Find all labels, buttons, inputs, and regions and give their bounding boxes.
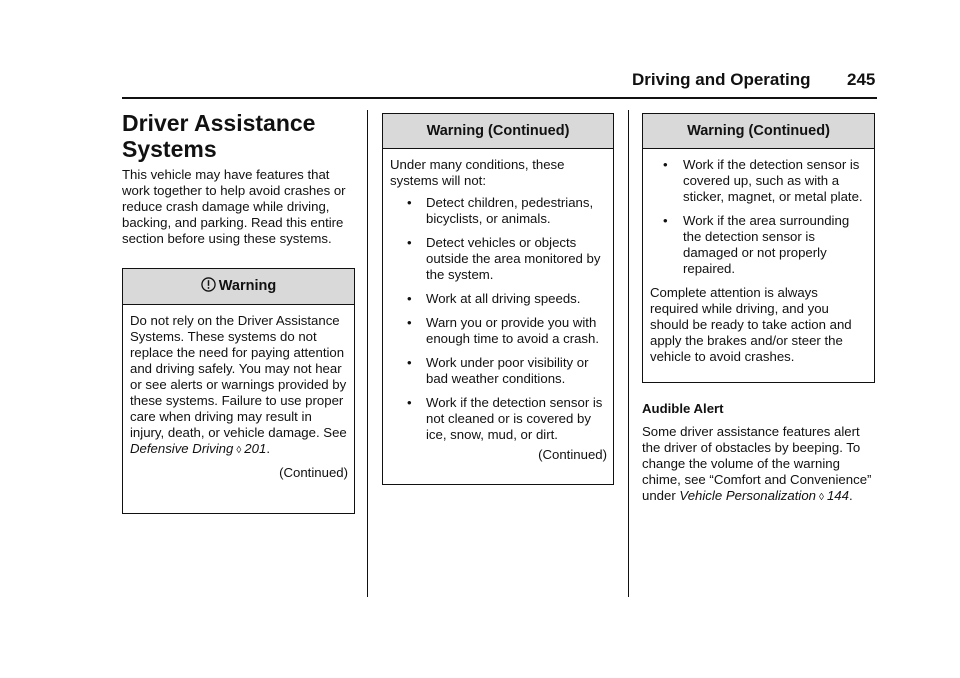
warning-box-continued-header: Warning (Continued) bbox=[383, 114, 613, 149]
list-item-text: Work if the detection sensor is not cleaned or is covered by ice, snow, mud, or dirt. bbox=[426, 395, 603, 442]
list-item bbox=[390, 291, 607, 307]
list-item bbox=[390, 395, 607, 443]
warning-box-header bbox=[123, 269, 354, 305]
bullet-icon: • bbox=[407, 235, 412, 250]
xref-defensive-driving[interactable]: Defensive Driving bbox=[130, 441, 234, 456]
audible-alert-heading: Audible Alert bbox=[642, 401, 724, 416]
xref-page-144[interactable]: 144 bbox=[826, 488, 849, 503]
continued-label: (Continued) bbox=[538, 447, 607, 462]
list-item bbox=[390, 355, 607, 387]
list-item bbox=[390, 195, 607, 227]
list-item bbox=[390, 315, 607, 347]
bullet-icon: • bbox=[407, 315, 412, 330]
warning-box-body: Do not rely on the Driver Assistance Systems. These systems do not replace the need for paying attention and driving safely. You may not hear or see alerts or warnings provided by these systems. Failure to use proper care when driving may result in injury, death, or vehicle damage. See Defensive Driving ◊ 201. (Continued) bbox=[130, 313, 348, 480]
audible-alert-text: Some driver assistance features alert the driver of obstacles by beeping. To change the volume of the warning chime, see “Comfort and Convenience” under bbox=[642, 424, 872, 503]
list-item-text: Detect children, pedestrians, bicyclists, or animals. bbox=[426, 195, 594, 226]
warning-box-continued-2-header: Warning (Continued) bbox=[643, 114, 874, 149]
bullet-icon: • bbox=[407, 395, 412, 410]
bullet-icon: • bbox=[407, 195, 412, 210]
xref-page-201[interactable]: 201 bbox=[244, 441, 267, 456]
audible-alert-paragraph: Some driver assistance features alert the driver of obstacles by beeping. To change the volume of the warning chime, see “Comfort and Convenience” under Vehicle Personalization ◊ 144. bbox=[642, 424, 872, 503]
warning-box-continued-2-body bbox=[643, 149, 874, 371]
list-item-text: Work if the detection sensor is covered up, such as with a sticker, magnet, or metal plate. bbox=[683, 157, 863, 204]
list-item bbox=[390, 235, 607, 283]
warning-box-text: Do not rely on the Driver Assistance Systems. These systems do not replace the need for paying attention and driving safely. You may not hear or see alerts or warnings provided by these systems. Failure to use proper care when driving may result in injury, death, or vehicle damage. See bbox=[130, 313, 347, 440]
warning-closing-text: Complete attention is always required while driving, and you should be ready to take action and apply the brakes and/or steer the vehicle to avoid crashes. bbox=[650, 285, 852, 364]
bullet-icon: • bbox=[663, 157, 668, 172]
warning-box-continued bbox=[382, 113, 614, 485]
warning-box bbox=[122, 268, 355, 514]
warning-icon bbox=[201, 277, 216, 292]
column-divider-left bbox=[367, 110, 368, 597]
list-item-text: Warn you or provide you with enough time to avoid a crash. bbox=[426, 315, 600, 346]
limitations-list-continued bbox=[650, 157, 868, 277]
page-ref-arrow-icon: ◊ bbox=[819, 492, 824, 503]
page-number: 245 bbox=[847, 70, 876, 89]
warning-box-continued-body bbox=[383, 149, 613, 469]
bullet-icon: • bbox=[663, 213, 668, 228]
limitations-list bbox=[390, 195, 607, 443]
bullet-icon: • bbox=[407, 291, 412, 306]
intro-paragraph: This vehicle may have features that work together to help avoid crashes or reduce crash damage while driving, backing, and parking. Read this entire section before using these systems. bbox=[122, 167, 346, 246]
list-item bbox=[650, 213, 868, 277]
column-divider-right bbox=[628, 110, 629, 597]
list-item bbox=[650, 157, 868, 205]
section-title: Driver Assistance Systems bbox=[122, 110, 316, 162]
page-ref-arrow-icon: ◊ bbox=[236, 445, 242, 456]
list-item-text: Work under poor visibility or bad weather conditions. bbox=[426, 355, 589, 386]
warning-box-title: Warning bbox=[218, 278, 277, 294]
warning-lead-text: Under many conditions, these systems will not: bbox=[390, 157, 565, 188]
xref-vehicle-personalization[interactable]: Vehicle Personalization bbox=[679, 488, 817, 503]
warning-box-continued-2 bbox=[642, 113, 875, 383]
bullet-icon: • bbox=[407, 355, 412, 370]
list-item-text: Work at all driving speeds. bbox=[426, 291, 581, 306]
list-item-text: Work if the area surrounding the detection sensor is damaged or not properly repaired. bbox=[683, 213, 850, 276]
running-header-title: Driving and Operating bbox=[632, 70, 811, 89]
header-rule bbox=[122, 97, 877, 99]
list-item-text: Detect vehicles or objects outside the area monitored by the system. bbox=[426, 235, 601, 282]
continued-label: (Continued) bbox=[279, 465, 348, 480]
